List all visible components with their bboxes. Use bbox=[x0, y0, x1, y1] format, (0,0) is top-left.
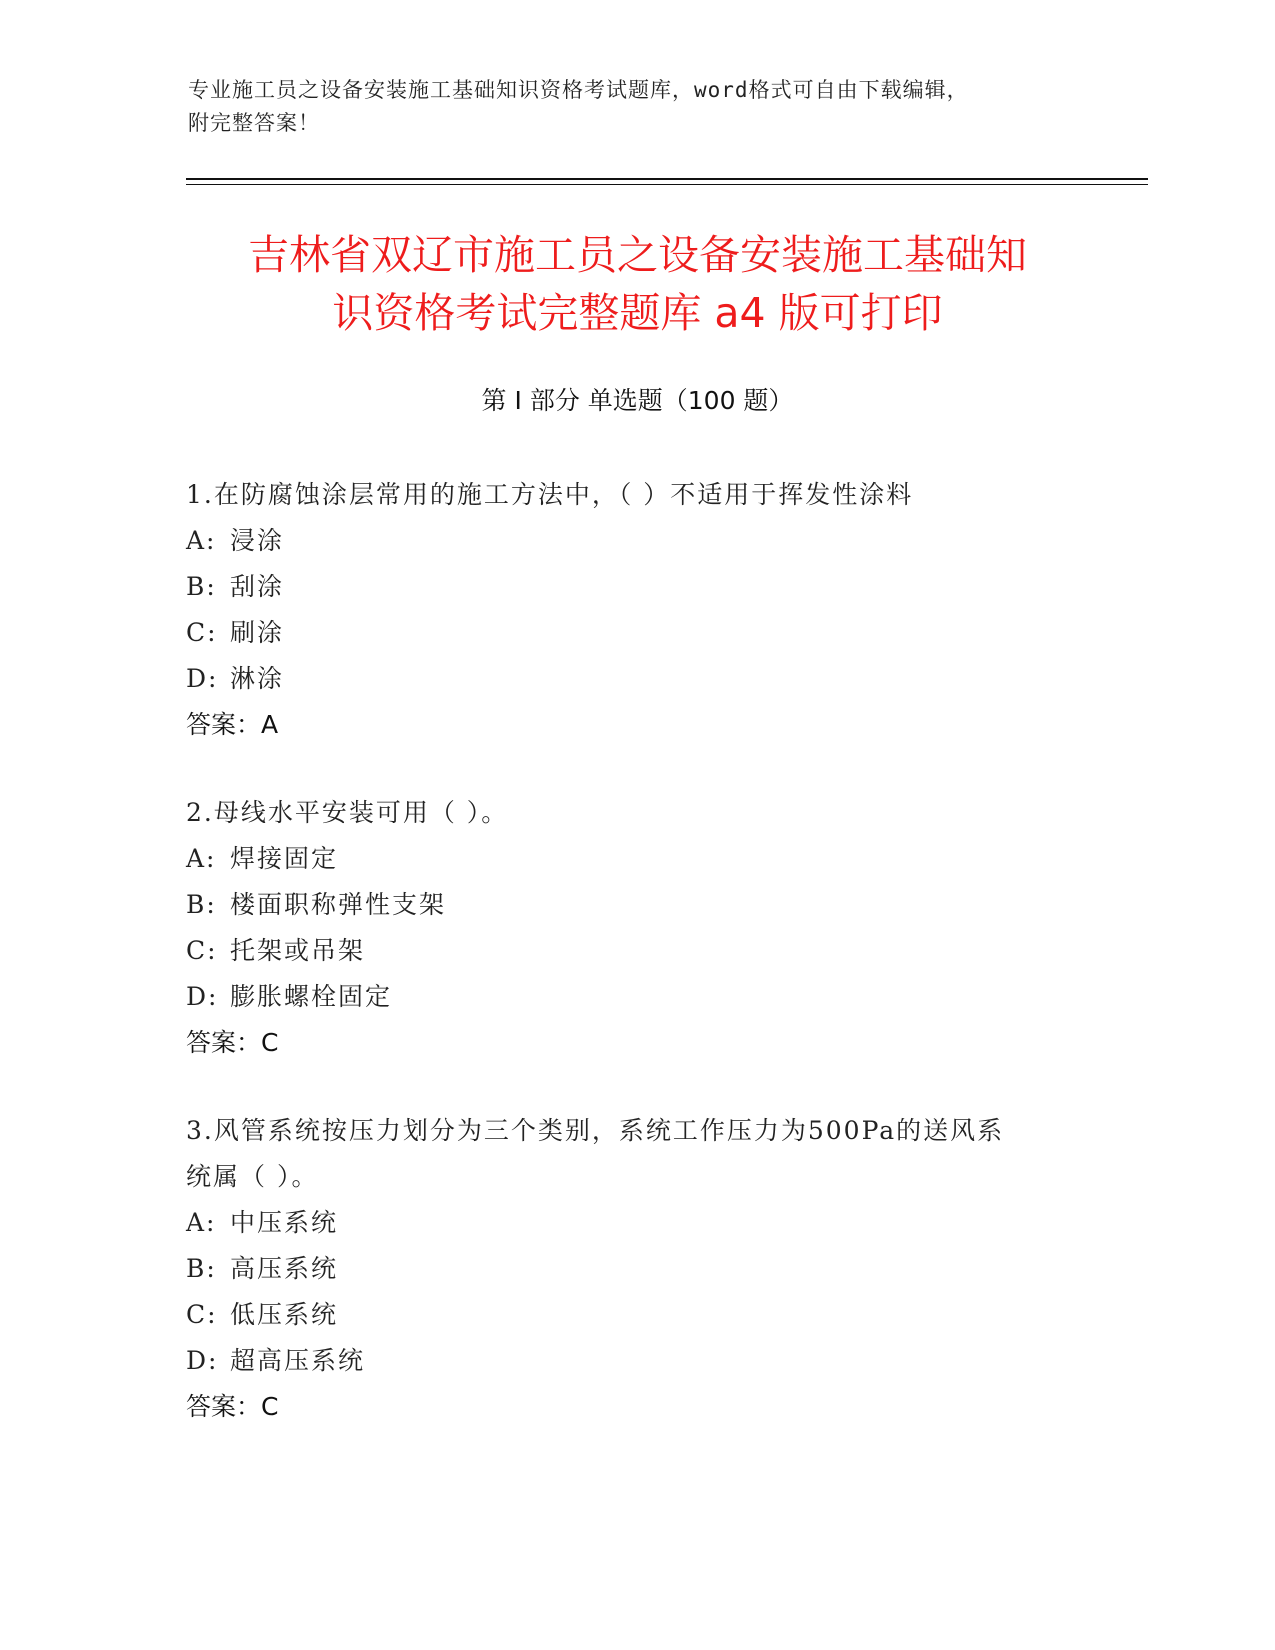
option-d bbox=[186, 1338, 1066, 1384]
header-note bbox=[188, 74, 1068, 140]
option-text: 中压系统 bbox=[230, 1208, 339, 1237]
option-b bbox=[186, 882, 1066, 928]
option-b bbox=[186, 564, 1066, 610]
option-c bbox=[186, 610, 1066, 656]
header-note-line1: 专业施工员之设备安装施工基础知识资格考试题库，word格式可自由下载编辑， bbox=[188, 78, 969, 102]
option-text: 浸涂 bbox=[230, 526, 285, 555]
question-stem: 2.母线水平安装可用（ ）。 bbox=[186, 798, 509, 827]
option-letter: C: bbox=[186, 618, 218, 647]
option-d bbox=[186, 656, 1066, 702]
option-b bbox=[186, 1246, 1066, 1292]
question-1 bbox=[186, 472, 1066, 748]
question-2 bbox=[186, 790, 1066, 1066]
answer-line: 答案：C bbox=[186, 1392, 279, 1421]
option-text: 托架或吊架 bbox=[230, 936, 366, 965]
document-title-line2: 识资格考试完整题库 a4 版可打印 bbox=[332, 289, 943, 337]
option-letter: D: bbox=[186, 1346, 219, 1375]
question-stem: 3.风管系统按压力划分为三个类别，系统工作压力为500Pa的送风系 bbox=[186, 1116, 1005, 1145]
option-c bbox=[186, 928, 1066, 974]
question-stem-continued: 统属（ ）。 bbox=[186, 1162, 319, 1191]
option-c bbox=[186, 1292, 1066, 1338]
option-letter: D: bbox=[186, 982, 219, 1011]
option-letter: B: bbox=[186, 572, 217, 601]
header-divider-thin bbox=[186, 184, 1148, 185]
question-3 bbox=[186, 1108, 1066, 1430]
option-letter: A: bbox=[186, 526, 217, 555]
header-note-line2: 附完整答案！ bbox=[188, 111, 320, 135]
option-a bbox=[186, 1200, 1066, 1246]
header-divider-thick bbox=[186, 178, 1148, 180]
option-text: 超高压系统 bbox=[230, 1346, 366, 1375]
option-letter: A: bbox=[186, 1208, 217, 1237]
option-d bbox=[186, 974, 1066, 1020]
option-text: 膨胀螺栓固定 bbox=[230, 982, 393, 1011]
option-text: 高压系统 bbox=[230, 1254, 339, 1283]
option-text: 焊接固定 bbox=[230, 844, 339, 873]
document-title bbox=[150, 226, 1125, 342]
option-letter: B: bbox=[186, 890, 217, 919]
option-letter: C: bbox=[186, 936, 218, 965]
option-letter: C: bbox=[186, 1300, 218, 1329]
option-letter: A: bbox=[186, 844, 217, 873]
option-letter: B: bbox=[186, 1254, 217, 1283]
option-a bbox=[186, 836, 1066, 882]
question-stem: 1.在防腐蚀涂层常用的施工方法中，（ ）不适用于挥发性涂料 bbox=[186, 480, 914, 509]
section-heading: 第 I 部分 单选题（100 题） bbox=[481, 386, 794, 415]
option-text: 刷涂 bbox=[230, 618, 285, 647]
option-text: 刮涂 bbox=[230, 572, 285, 601]
answer-line: 答案：A bbox=[186, 710, 279, 739]
option-text: 淋涂 bbox=[230, 664, 285, 693]
option-letter: D: bbox=[186, 664, 219, 693]
option-text: 低压系统 bbox=[230, 1300, 339, 1329]
document-title-line1: 吉林省双辽市施工员之设备安装施工基础知 bbox=[248, 231, 1027, 279]
answer-line: 答案：C bbox=[186, 1028, 279, 1057]
option-text: 楼面职称弹性支架 bbox=[230, 890, 447, 919]
option-a bbox=[186, 518, 1066, 564]
